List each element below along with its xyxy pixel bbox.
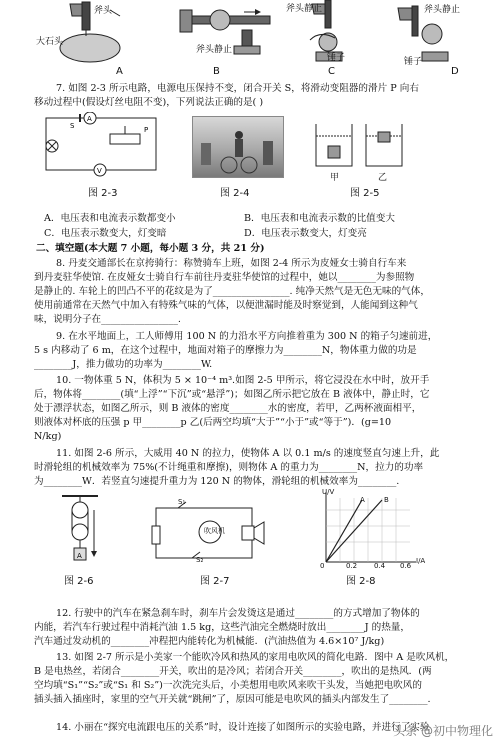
svg-text:S: S [70, 122, 75, 130]
q14-line-0: 14. 小丽在“探究电流跟电压的关系”时，设计连接了如图所示的实验电路，并进行了实验 [56, 722, 430, 733]
q8-line-4: 味，说明分子在________________. [34, 314, 181, 325]
q8-line-0: 8. 丹麦交通部长在京挎骑行：称赞骑车上班，如图 2-4 所示为皮娅女士骑自行车来 [56, 258, 407, 269]
q8-line-2: 是静止的. 车轮上的凹凸不平的花纹是为了________________. 纯净天然气是无色无味的气体， [34, 286, 430, 297]
svg-text:A: A [87, 115, 92, 123]
q11-line-0: 11. 如图 2-6 所示，大威用 40 N 的拉力，使物体 A 以 0.1 m/s 的速度竖直匀速上升，此 [56, 448, 440, 459]
fig-label-c: C [328, 66, 335, 77]
section-2-header: 二、填空题(本大题 7 小题，每小题 3 分，共 21 分) [36, 243, 265, 254]
q10-line-3: 则液体对杯底的压强 p 甲________p 乙(后两空均填“大于”“小于”或“等于”)．(g=10 [34, 417, 392, 428]
dryer-label: 吹风机 [204, 527, 225, 535]
beaker-label-yi: 乙 [378, 173, 388, 183]
q10-line-1: 后，物体将________(填“上浮”“下沉”或“悬浮”)；如图乙所示把它放在 B 液体中，静止时，它 [34, 389, 430, 400]
fig-label-d: D [451, 66, 459, 77]
q7-option-c: C．电压表示数变大，灯变暗 [44, 228, 167, 239]
q7-line-0: 7. 如图 2-3 所示电路，电源电压保持不变，闭合开关 S，将滑动变阻器的滑片 P 向右 [56, 83, 419, 94]
q8-line-1: 到丹麦驻华使馆. 在皮娅女士骑自行车前往丹麦驻华使馆的过程中，她以________为参照物 [34, 272, 415, 283]
q7-option-d: D．电压表示数变大，灯变亮 [244, 228, 367, 239]
caption-fig-2-7: 图 2-7 [200, 576, 230, 587]
svg-text:P: P [144, 126, 149, 134]
caption-fig-2-3: 图 2-3 [88, 188, 118, 199]
q10-line-2: 处于漂浮状态，如图乙所示，则 B 液体的密度________水的密度，若甲，乙两杯液面相平， [34, 403, 422, 414]
photo-cyclist [192, 116, 284, 178]
graph-tick-0: 0 [320, 562, 325, 570]
circuit-diagram-2-3 [40, 112, 170, 178]
caption-fig-2-4: 图 2-4 [220, 188, 250, 199]
graph-series-a: A [360, 496, 365, 504]
fig-d-text-1: 锤子 [404, 57, 423, 67]
beakers-fig-2-5 [310, 122, 410, 178]
svg-text:V: V [97, 167, 102, 175]
graph-x-label: I/A [416, 557, 426, 565]
graph-series-b: B [384, 496, 389, 504]
q7-option-b: B．电压表和电流表示数的比值变大 [244, 213, 395, 224]
q11-line-1: 时滑轮组的机械效率为 75%(不计绳重和摩擦)，则物体 A 的重力为________N，拉力的功率 [34, 462, 424, 473]
fig-label-a: A [116, 66, 123, 77]
fig-d-text-0: 斧头静止 [424, 5, 461, 15]
fig-label-b: B [213, 66, 220, 77]
q13-line-0: 13. 如图 2-7 所示是小美家一个能吹冷风和热风的家用电吹风的简化电路．图中 A 是吹风机， [56, 652, 455, 663]
fig-a-text-1: 大石头 [36, 37, 64, 47]
switch-s1-label: S₁ [178, 498, 186, 506]
caption-fig-2-6: 图 2-6 [64, 576, 94, 587]
q7-option-a: A．电压表和电流表示数都变小 [44, 213, 176, 224]
q10-line-0: 10. 一物体重 5 N，体积为 5 × 10⁻⁴ m³.如图 2-5 甲所示，将它浸没在水中时，放开手 [56, 375, 430, 386]
pulley-diagram-2-6 [60, 492, 100, 570]
svg-text:A: A [77, 552, 82, 560]
q12-line-1: 内能，若汽车行驶过程中消耗汽油 1.5 kg，这些汽油完全燃烧时放出________J 的热量， [34, 622, 410, 633]
q12-line-0: 12. 行驶中的汽车在紧急刹车时，刹车片会发烫这是通过________的方式增加了物体的 [56, 608, 420, 619]
caption-fig-2-5: 图 2-5 [350, 188, 380, 199]
q13-line-1: B 是电热丝，若闭合________开关，吹出的是冷风；若闭合开关________，吹出的是热风．(两 [34, 666, 432, 677]
fig-c-text-1: 锤子 [327, 53, 346, 63]
q9-line-0: 9. 在水平地面上，工人师傅用 100 N 的力沿水平方向推着重为 300 N 的箱子匀速前进， [56, 331, 438, 342]
fig-a-text-0: 斧头 [94, 6, 113, 16]
graph-y-label: U/V [322, 488, 335, 496]
graph-tick-3: 0.6 [400, 562, 412, 570]
switch-s2-label: S₂ [196, 556, 204, 564]
ui-graph-2-8 [312, 488, 422, 572]
q9-line-2: ________J，推力做功的功率为________W. [34, 359, 213, 370]
q10-line-4: N/kg) [34, 431, 62, 442]
q11-line-2: 为________W．若竖直匀速提升重力为 120 N 的物体，滑轮组的机械效率为________. [34, 476, 400, 487]
q13-line-3: 插头插入插座时，家里的空气开关就“跳闸”了，原因可能是电吹风的插头内部发生了________. [34, 694, 431, 705]
beaker-label-jia: 甲 [330, 173, 340, 183]
q9-line-1: 5 s 内移动了 6 m，在这个过程中，地面对箱子的摩擦力为________N，物体重力做的功是 [34, 345, 417, 356]
watermark: 头条 @初中物理化 [393, 724, 493, 738]
graph-tick-1: 0.2 [346, 562, 358, 570]
caption-fig-2-8: 图 2-8 [346, 576, 376, 587]
graph-tick-2: 0.4 [374, 562, 386, 570]
fig-b-text-0: 斧头静止 [196, 45, 233, 55]
q12-line-2: 汽车通过发动机的________冲程把内能转化为机械能．(汽油热值为 4.6×10⁷ J/kg) [34, 636, 385, 647]
q8-line-3: 使用前通常在天然气中加入有特殊气味的气体，以便泄漏时能及时察觉到，人能闻到这种气 [34, 300, 418, 311]
q13-line-2: 空均填“S₁”“S₂”或“S₁ 和 S₂”)一次洗完头后，小美想用电吹风来吹干头发，当她把电吹风的 [34, 680, 422, 691]
top-figures [20, 0, 490, 80]
q7-line-1: 移动过程中(假设灯丝电阻不变)，下列说法正确的是( ) [34, 97, 264, 108]
fig-c-text-0: 斧头静止 [286, 4, 323, 14]
